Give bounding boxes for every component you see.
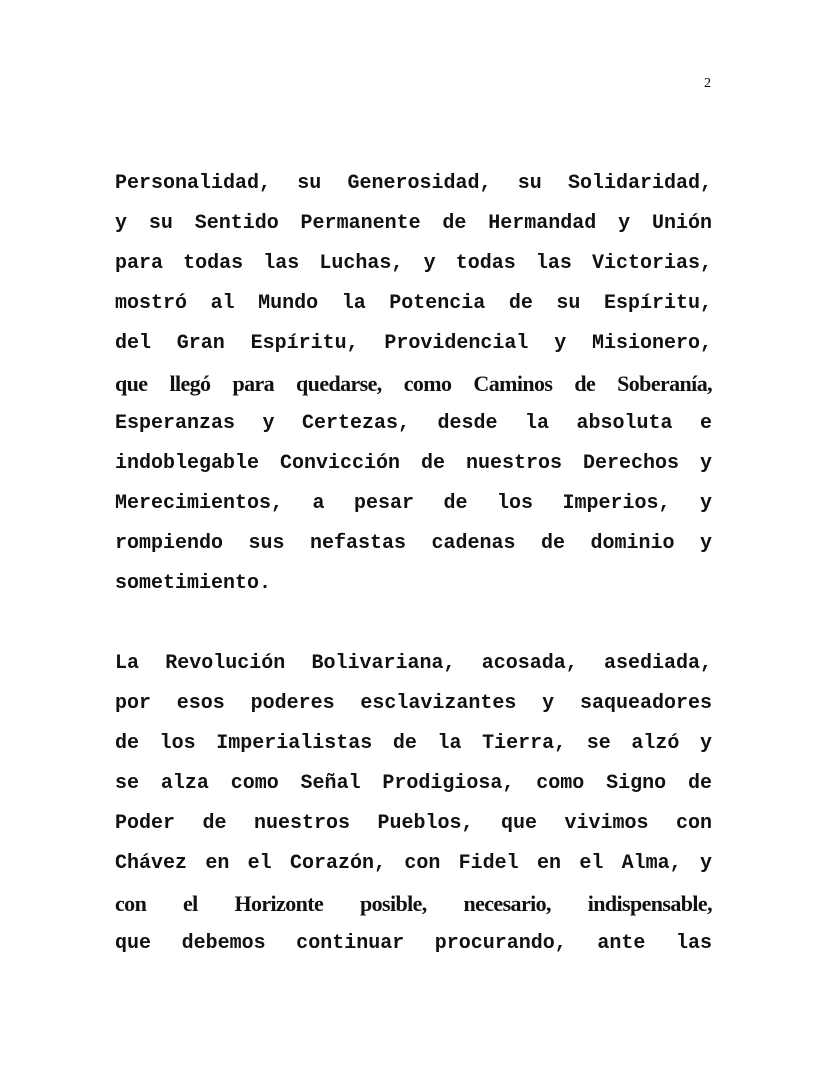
text-line: por esos poderes esclavizantes y saqueadores xyxy=(115,692,712,715)
text-line: Esperanzas y Certezas, desde la absoluta e xyxy=(115,412,712,435)
text-line: mostró al Mundo la Potencia de su Espíritu, xyxy=(115,292,712,315)
text-line: que llegó para quedarse, como Caminos de Soberanía, xyxy=(115,371,712,396)
text-line: del Gran Espíritu, Providencial y Misionero, xyxy=(115,332,712,355)
text-line: Merecimientos, a pesar de los Imperios, y xyxy=(115,492,712,515)
page-number: 2 xyxy=(704,76,711,91)
text-line: Chávez en el Corazón, con Fidel en el Alma, y xyxy=(115,852,712,875)
text-line: para todas las Luchas, y todas las Victorias, xyxy=(115,252,712,275)
paragraph-2 xyxy=(115,644,712,964)
text-line: Personalidad, su Generosidad, su Solidaridad, xyxy=(115,172,712,195)
text-line: indoblegable Convicción de nuestros Derechos y xyxy=(115,452,712,475)
text-line: que debemos continuar procurando, ante las xyxy=(115,932,712,955)
text-line: rompiendo sus nefastas cadenas de dominio y xyxy=(115,532,712,555)
text-line: y su Sentido Permanente de Hermandad y Unión xyxy=(115,212,712,235)
text-line: con el Horizonte posible, necesario, indispensable, xyxy=(115,891,712,916)
text-line: sometimiento. xyxy=(115,572,272,595)
text-line: La Revolución Bolivariana, acosada, asediada, xyxy=(115,652,712,675)
text-line: se alza como Señal Prodigiosa, como Signo de xyxy=(115,772,712,795)
document-body xyxy=(115,164,712,964)
paragraph-1 xyxy=(115,164,712,604)
text-line: de los Imperialistas de la Tierra, se alzó y xyxy=(115,732,712,755)
text-line: Poder de nuestros Pueblos, que vivimos con xyxy=(115,812,712,835)
